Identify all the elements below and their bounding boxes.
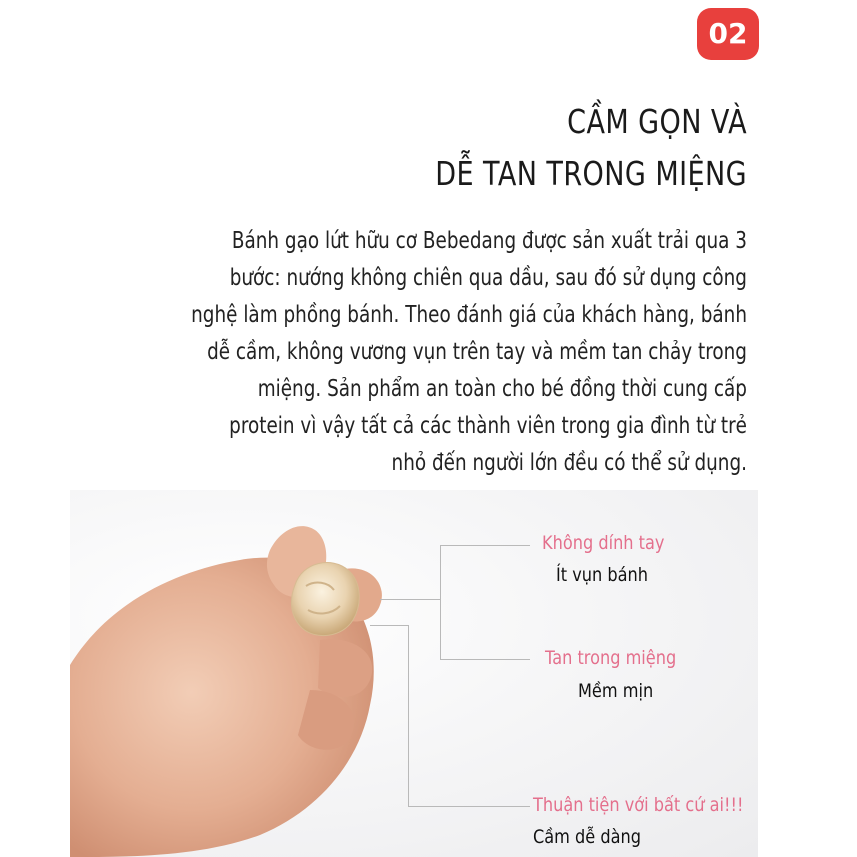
- callout-line-3-horizontal: [408, 806, 530, 807]
- section-number-badge: 02: [697, 8, 759, 60]
- heading-line-2: DỄ TAN TRONG MIỆNG: [435, 154, 747, 193]
- description-line: nghệ làm phồng bánh. Theo đánh giá của khách hàng, bánh: [191, 302, 747, 328]
- description-paragraph: [187, 223, 747, 482]
- description-line: Bánh gạo lứt hữu cơ Bebedang được sản xuất trải qua 3: [231, 228, 748, 254]
- description-line: miệng. Sản phẩm an toàn cho bé đồng thời cung cấp: [257, 376, 747, 402]
- description-line: protein vì vậy tất cả các thành viên trong gia đình từ trẻ: [229, 413, 747, 439]
- rice-cake-shape: [291, 563, 359, 636]
- callout-3-subtitle: Cầm dễ dàng: [533, 826, 642, 848]
- callout-line-1-horizontal: [440, 545, 530, 546]
- description-line: dễ cầm, không vương vụn trên tay và mềm tan chảy trong: [207, 339, 747, 365]
- callout-line-3-vertical: [408, 625, 409, 806]
- callout-line-2-horizontal-top: [380, 599, 441, 600]
- callout-line-2-vertical-down: [440, 599, 441, 660]
- callout-2-title: Tan trong miệng: [545, 647, 677, 669]
- section-heading: [337, 96, 747, 200]
- callout-1-title: Không dính tay: [542, 532, 665, 554]
- callout-1-subtitle: Ít vụn bánh: [556, 564, 649, 586]
- description-line: nhỏ đến người lớn đều có thể sử dụng.: [391, 450, 747, 476]
- description-line: bước: nướng không chiên qua dầu, sau đó sử dụng công: [229, 265, 747, 291]
- callout-line-1-vertical: [440, 545, 441, 599]
- callout-2-subtitle: Mềm mịn: [578, 680, 654, 702]
- callout-line-2-horizontal: [440, 659, 530, 660]
- callout-3-title: Thuận tiện với bất cứ ai!!!: [533, 794, 744, 816]
- callout-line-3-horizontal-top: [370, 625, 408, 626]
- heading-line-1: CẦM GỌN VÀ: [567, 102, 747, 141]
